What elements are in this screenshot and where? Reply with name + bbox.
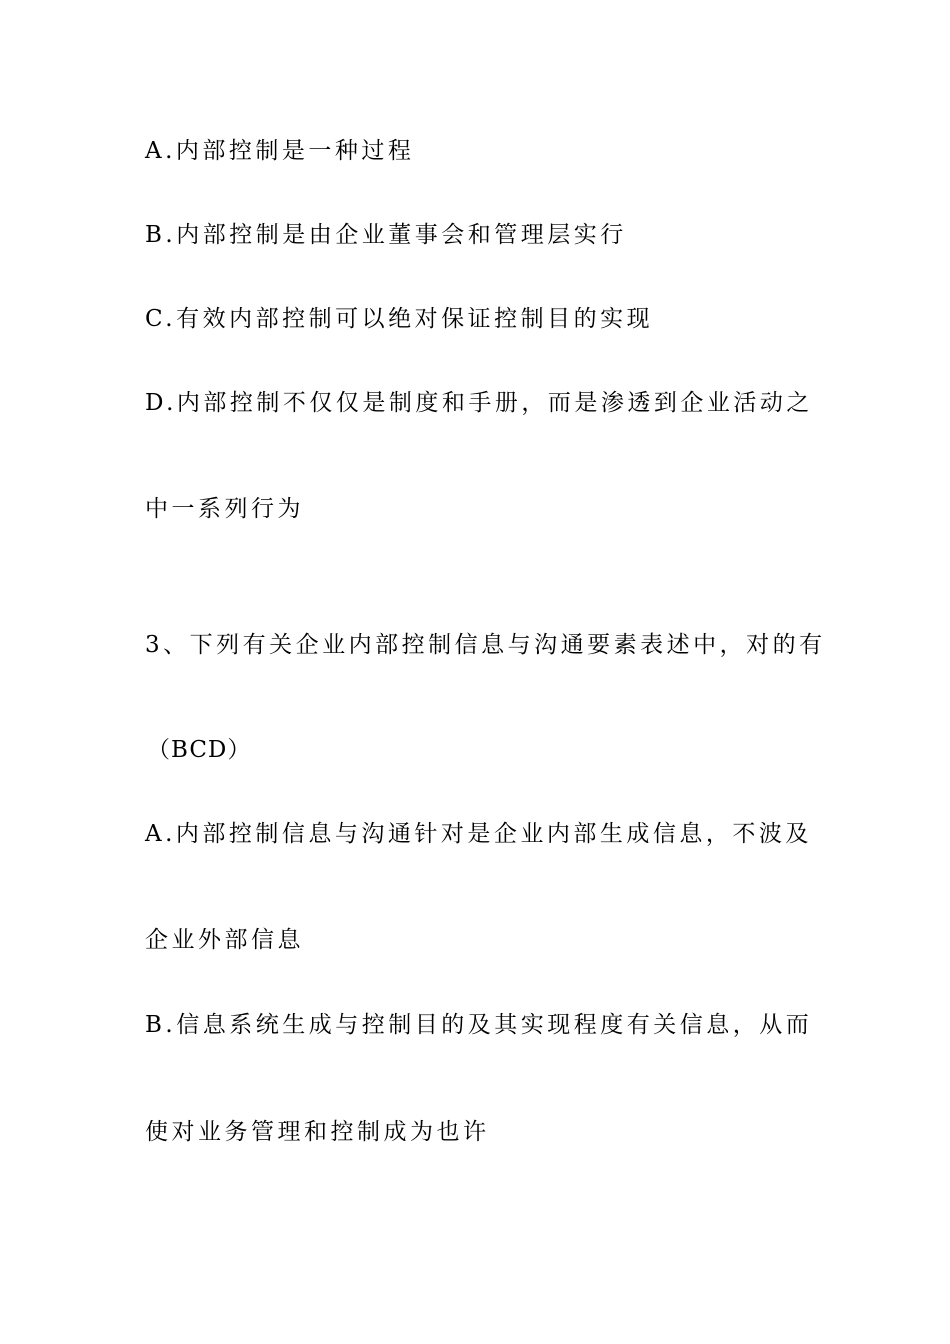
question-3-text: 3、下列有关企业内部控制信息与沟通要素表述中，对的有	[145, 632, 826, 658]
option-d-text: D.内部控制不仅仅是制度和手册，而是渗透到企业活动之	[145, 390, 813, 416]
option-c-text: C.有效内部控制可以绝对保证控制目的实现	[145, 306, 654, 332]
q3-option-b-continuation: 使对业务管理和控制成为也许	[145, 1119, 490, 1145]
option-d-continuation: 中一系列行为	[145, 496, 304, 522]
q3-option-a-text: A.内部控制信息与沟通针对是企业内部生成信息，不波及	[145, 821, 812, 847]
option-a-text: A.内部控制是一种过程	[145, 138, 415, 164]
q3-option-a-continuation: 企业外部信息	[145, 927, 304, 953]
q3-option-b-text: B.信息系统生成与控制目的及其实现程度有关信息，从而	[145, 1012, 813, 1038]
option-b-text: B.内部控制是由企业董事会和管理层实行	[145, 222, 627, 248]
question-3-answer: （BCD）	[147, 737, 252, 763]
